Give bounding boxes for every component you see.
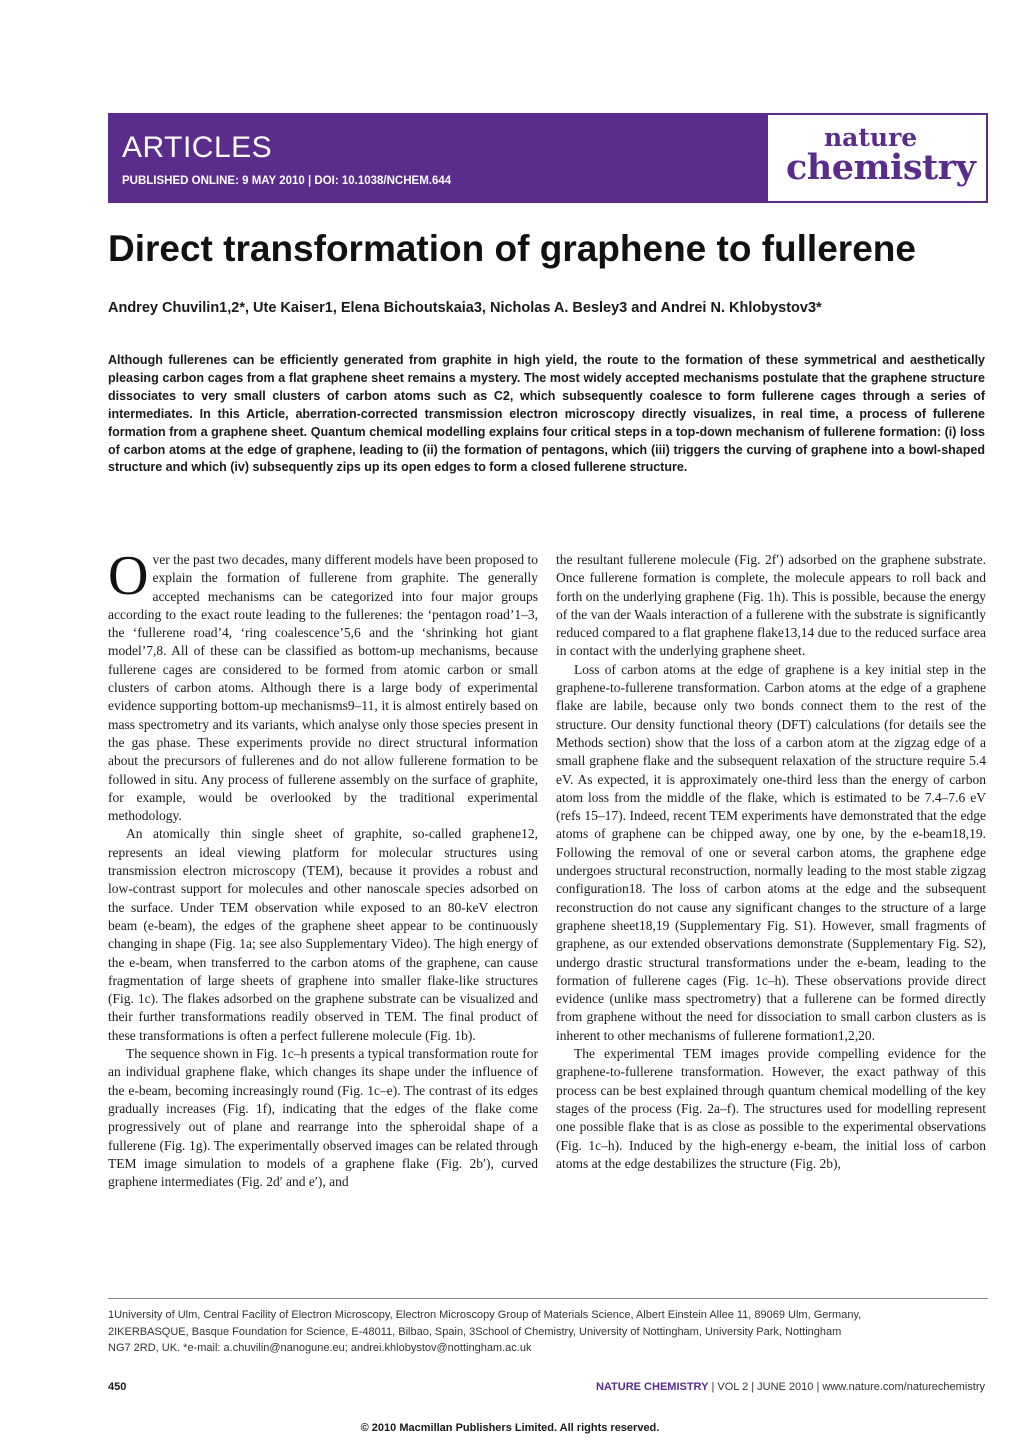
affiliation-line: NG7 2RD, UK. *e-mail: a.chuvilin@nanogune.eu; andrei.khlobystov@nottingham.ac.uk — [108, 1342, 532, 1354]
article-title: Direct transformation of graphene to fullerene — [108, 228, 916, 269]
body-column-left — [108, 545, 538, 1191]
abstract: Although fullerenes can be efficiently generated from graphite in high yield, the route to the formation of these symmetrical and aesthetically pleasing carbon cages from a flat graphene sheet remains a mystery. The most widely accepted mechanisms postulate that the graphene structure dissociates to very small clusters of carbon atoms such as C2, which subsequently coalesce to form fullerene cages through a series of intermediates. In this Article, aberration-corrected transmission electron microscopy directly visualizes, in real time, a process of fullerene formation from a graphene sheet. Quantum chemical modelling explains four critical steps in a top-down mechanism of fullerene formation: (i) loss of carbon atoms at the edge of graphene, leading to (ii) the formation of pentagons, which (iii) triggers the curving of graphene into a bowl-shaped structure and which (iv) subsequently zips up its open edges to form a closed fullerene structure. — [108, 353, 985, 475]
body-paragraph: The experimental TEM images provide compelling evidence for the graphene-to-fullerene transformation. However, the exact pathway of this process can be best explained through quantum chemical modelling of the key stages of the process (Fig. 2a–f). The structures used for modelling represent one possible flake that is as close as possible to the experimental observations (Fig. 1c–h). Induced by the high-energy e-beam, the initial loss of carbon atoms at the edge destabilizes the structure (Fig. 2b), — [556, 1046, 986, 1171]
copyright-notice: © 2010 Macmillan Publishers Limited. All rights reserved. — [360, 1422, 660, 1434]
body-paragraph: The sequence shown in Fig. 1c–h presents a typical transformation route for an individual graphene flake, which changes its shape under the influence of the e-beam, becoming increasingly round (Fig. 1c–e). The contrast of its edges gradually increases (Fig. 1f), indicating that the edges of the flake come progressively out of plane and rearrange into the spheroidal shape of a fullerene (Fig. 1g). The experimentally observed images can be related through TEM image simulation to models of a graphene flake (Fig. 2b′), curved graphene intermediates (Fig. 2d′ and e′), and — [108, 1046, 538, 1190]
article-header-banner — [108, 113, 988, 203]
affiliations — [108, 1307, 988, 1357]
logo-word-nature: nature — [824, 123, 918, 152]
logo-word-chemistry: chemistry — [786, 147, 976, 188]
issue-info[interactable]: | VOL 2 | JUNE 2010 | www.nature.com/naturechemistry — [708, 1381, 985, 1393]
journal-name: NATURE CHEMISTRY — [595, 1381, 709, 1393]
affiliation-line: 2IKERBASQUE, Basque Foundation for Science, E-48011, Bilbao, Spain, 3School of Chemistry, University of Nottingham, University Park, Nottingham — [108, 1325, 842, 1338]
affiliation-line: 1University of Ulm, Central Facility of Electron Microscopy, Electron Microscopy Group of Materials Science, Albert Einstein Allee 11, 89069 Ulm, Germany, — [108, 1309, 862, 1321]
paragraph-text: ver the past two decades, many different models have been proposed to explain the formation of fullerene from graphite. The generally accepted mechanisms can be categorized into four major groups according to the exact route leading to the fullerenes: the ‘pentagon road’1–3, the ‘fullerene road’4, ‘ring coalescence’5,6 and the ‘shrinking hot giant model’7,8. All of these can be classified as bottom-up mechanisms, because fullerene cages are considered to be formed from atomic carbon or small clusters of carbon atoms. Although there is a large body of experimental evidence supporting bottom-up mechanisms9–11, it is almost entirely based on mass spectrometry and its variants, which analyse only those species present in the gas phase. These experiments provide no direct structural information about the precursors of fullerenes and do not allow fullerene formation to be followed in situ. Any process of fullerene assembly on the surface of graphite, for example, would be overlooked by the traditional experimental methodology. — [108, 552, 538, 824]
journal-footer — [596, 1381, 985, 1393]
drop-cap: O — [108, 545, 149, 607]
body-paragraph: Loss of carbon atoms at the edge of graphene is a key initial step in the graphene-to-fullerene transformation. Carbon atoms at the edge of a graphene flake are labile, because only two bonds connect them to the rest of the structure. Our density functional theory (DFT) calculations (for details see the Methods section) show that the loss of a carbon atom at the zigzag edge of a small graphene flake and the subsequent relaxation of the structure require 5.4 eV. As expected, it is approximately one-third less than the energy of carbon atom loss from the middle of the flake, which is estimated to be 7.4–7.6 eV (refs 15–17). Indeed, recent TEM experiments have demonstrated that the edge atoms of graphene can be chipped away, one by one, by the e-beam18,19. Following the removal of one or several carbon atoms, the graphene edge undergoes structural reconstruction, normally leading to the most stable zigzag configuration18. The loss of carbon atoms at the edge and the subsequent reconstruction do not cause any significant changes to the structure of a large graphene sheet18,19 (Supplementary Fig. S1). However, small fragments of graphene, as our extended observations demonstrate (Supplementary Fig. S2), undergo drastic structural transformations under the e-beam, leading to the formation of fullerene cages (Fig. 1c–h). These observations provide direct evidence (unlike mass spectrometry) that a fullerene can be formed directly from graphene without the need for dissociation to small carbon clusters as is inherent to other mechanisms of fullerene formation1,2,20. — [556, 661, 986, 1043]
section-banner — [110, 115, 768, 201]
body-paragraph: the resultant fullerene molecule (Fig. 2f′) adsorbed on the graphene substrate. Once fullerene formation is complete, the molecule appears to roll back and forth on the underlying graphene (Fig. 1h). This is possible, because the energy of the van der Waals interaction of a fullerene with the substrate is significantly reduced compared to a flat graphene flake13,14 due to the reduced surface area in contact with the underlying graphene sheet. — [556, 552, 986, 659]
footnote-divider — [108, 1298, 988, 1299]
publication-info: PUBLISHED ONLINE: 9 MAY 2010 | DOI: 10.1038/NCHEM.644 — [122, 175, 452, 187]
journal-logo[interactable] — [786, 123, 982, 188]
body-paragraph: An atomically thin single sheet of graphite, so-called graphene12, represents an ideal viewing platform for molecular structures using transmission electron microscopy (TEM), because it provides a robust and low-contrast support for molecules and other nanoscale species adsorbed on the surface. Under TEM observation while exposed to an 80-keV electron beam (e-beam), the edges of the graphene sheet appear to be continuously changing in shape (Fig. 1a; see also Supplementary Video). The high energy of the e-beam, when transferred to the carbon atoms of the graphene, can cause fragmentation of large sheets of graphene into smaller flake-like structures (Fig. 1c). The flakes adsorbed on the graphene substrate can be visualized and their further transformations readily observed in TEM. The final product of these transformations is often a perfect fullerene molecule (Fig. 1b). — [108, 826, 538, 1043]
page-number: 450 — [108, 1381, 127, 1393]
body-paragraph — [108, 545, 538, 825]
section-label: ARTICLES — [122, 131, 273, 164]
author-list: Andrey Chuvilin1,2*, Ute Kaiser1, Elena Bichoutskaia3, Nicholas A. Besley3 and Andrei N. Khlobystov3* — [108, 300, 822, 316]
body-column-right — [556, 551, 986, 1173]
